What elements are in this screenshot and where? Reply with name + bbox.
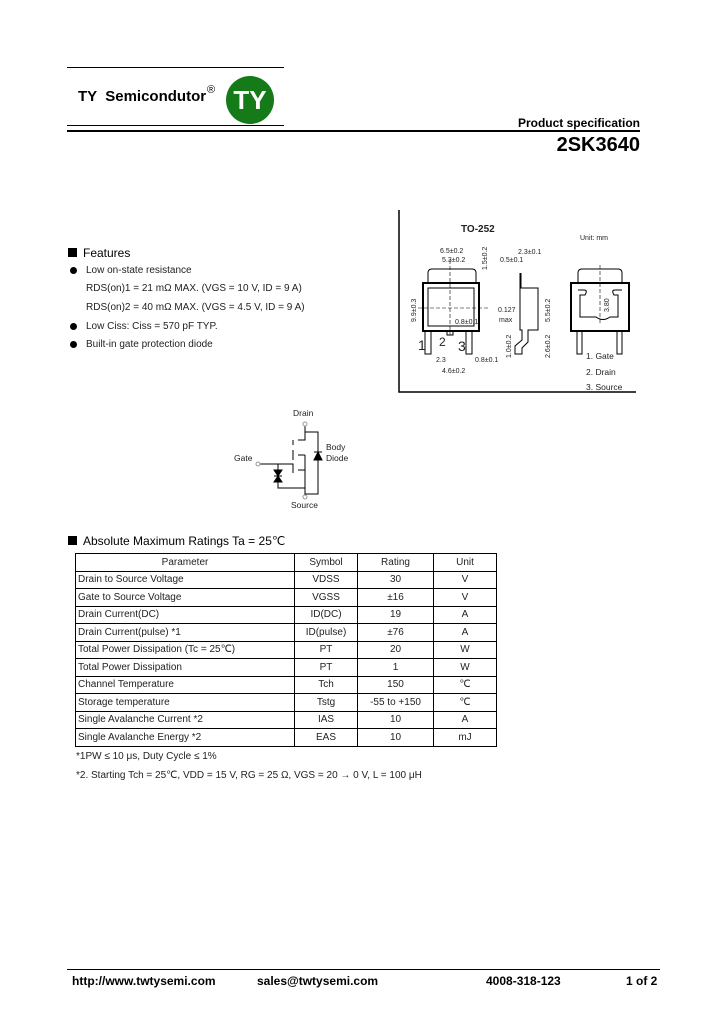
ty-logo: TY bbox=[226, 76, 274, 124]
table-row bbox=[76, 624, 497, 642]
rating-cell: 19 bbox=[358, 606, 434, 624]
dimension-label: 0.127 bbox=[498, 307, 516, 314]
parameter-cell: Drain Current(pulse) *1 bbox=[76, 624, 295, 642]
table-row bbox=[76, 676, 497, 694]
feature-item: Low on-state resistance bbox=[86, 265, 192, 276]
dimension-label: 3.80 bbox=[604, 298, 611, 312]
dimension-label: 6.5±0.2 bbox=[440, 248, 464, 255]
column-header: Parameter bbox=[76, 554, 295, 572]
pin-number: 1 bbox=[418, 337, 426, 353]
header-rule bbox=[67, 130, 640, 132]
unit-cell: A bbox=[434, 711, 497, 729]
column-header: Unit bbox=[434, 554, 497, 572]
email-link[interactable]: sales@twtysemi.com bbox=[257, 974, 379, 988]
part-number: 2SK3640 bbox=[556, 134, 640, 156]
features-title: Features bbox=[83, 246, 131, 260]
dimension-label: 2.3±0.1 bbox=[518, 249, 542, 256]
features-heading bbox=[68, 246, 130, 260]
source-label: Source bbox=[291, 500, 318, 510]
parameter-cell: Single Avalanche Current *2 bbox=[76, 711, 295, 729]
package-title: TO-252 bbox=[461, 224, 495, 235]
pin-number: 2 bbox=[439, 335, 446, 349]
bullet-icon bbox=[70, 341, 77, 348]
symbol-cell: Tstg bbox=[295, 694, 358, 712]
header-rule-top bbox=[67, 67, 284, 68]
symbol-cell: IAS bbox=[295, 711, 358, 729]
ratings-title: Absolute Maximum Ratings Ta = 25℃ bbox=[83, 534, 286, 548]
rating-cell: 150 bbox=[358, 676, 434, 694]
dimension-label: 0.8±0.1 bbox=[475, 357, 499, 364]
bullet-icon bbox=[70, 323, 77, 330]
pin-label: 3. Source bbox=[586, 382, 623, 392]
symbol-cell: PT bbox=[295, 641, 358, 659]
brand-name: TY Semicondutor bbox=[78, 88, 207, 105]
feature-item: RDS(on)1 = 21 mΩ MAX. (VGS = 10 V, ID = 9 A) bbox=[86, 283, 302, 294]
unit-cell: A bbox=[434, 606, 497, 624]
dimension-label: 5.5±0.2 bbox=[545, 298, 552, 322]
symbol-cell: Tch bbox=[295, 676, 358, 694]
feature-item: Built-in gate protection diode bbox=[86, 339, 213, 350]
rating-cell: 20 bbox=[358, 641, 434, 659]
rating-cell: ±76 bbox=[358, 624, 434, 642]
parameter-cell: Drain to Source Voltage bbox=[76, 571, 295, 589]
footer-rule bbox=[67, 969, 660, 970]
symbol-cell: EAS bbox=[295, 729, 358, 747]
table-row bbox=[76, 589, 497, 607]
unit-cell: W bbox=[434, 641, 497, 659]
parameter-cell: Total Power Dissipation bbox=[76, 659, 295, 677]
parameter-cell: Channel Temperature bbox=[76, 676, 295, 694]
table-row bbox=[76, 571, 497, 589]
unit-label: Unit: mm bbox=[580, 235, 608, 242]
parameter-cell: Single Avalanche Energy *2 bbox=[76, 729, 295, 747]
parameter-cell: Storage temperature bbox=[76, 694, 295, 712]
parameter-cell: Gate to Source Voltage bbox=[76, 589, 295, 607]
unit-cell: V bbox=[434, 589, 497, 607]
feature-item: RDS(on)2 = 40 mΩ MAX. (VGS = 4.5 V, ID = 9 A) bbox=[86, 302, 305, 313]
dimension-label: max bbox=[499, 317, 513, 324]
body-label: Body bbox=[326, 442, 346, 452]
package-drawing bbox=[398, 210, 638, 395]
rating-cell: 10 bbox=[358, 729, 434, 747]
bullet-icon bbox=[70, 267, 77, 274]
symbol-cell: VGSS bbox=[295, 589, 358, 607]
rating-cell: -55 to +150 bbox=[358, 694, 434, 712]
gate-label: Gate bbox=[234, 453, 253, 463]
ratings-heading bbox=[68, 534, 285, 548]
phone-number: 4008-318-123 bbox=[486, 974, 561, 988]
registered-mark: ® bbox=[207, 84, 216, 96]
column-header: Rating bbox=[358, 554, 434, 572]
dimension-label: 4.6±0.2 bbox=[442, 368, 466, 375]
dimension-label: 1.5±0.2 bbox=[482, 246, 489, 270]
symbol-cell: VDSS bbox=[295, 571, 358, 589]
unit-cell: W bbox=[434, 659, 497, 677]
dimension-label: 2.3 bbox=[436, 357, 446, 364]
product-specification-label: Product specification bbox=[517, 116, 640, 130]
rating-cell: 1 bbox=[358, 659, 434, 677]
dimension-label: 2.6±0.2 bbox=[545, 334, 552, 358]
unit-cell: A bbox=[434, 624, 497, 642]
unit-cell: ℃ bbox=[434, 694, 497, 712]
footnote-1: *1PW ≤ 10 μs, Duty Cycle ≤ 1% bbox=[76, 751, 217, 762]
unit-cell: mJ bbox=[434, 729, 497, 747]
parameter-cell: Total Power Dissipation (Tc = 25℃) bbox=[76, 641, 295, 659]
table-header-row bbox=[76, 554, 497, 572]
dimension-label: 0.8±0.1 bbox=[455, 319, 479, 326]
table-row bbox=[76, 641, 497, 659]
parameter-cell: Drain Current(DC) bbox=[76, 606, 295, 624]
symbol-cell: ID(DC) bbox=[295, 606, 358, 624]
pin-label: 2. Drain bbox=[586, 367, 616, 377]
header-rule-mid bbox=[67, 125, 284, 126]
symbol-cell: ID(pulse) bbox=[295, 624, 358, 642]
table-row bbox=[76, 659, 497, 677]
dimension-label: 5.3±0.2 bbox=[442, 257, 466, 264]
dimension-label: 1.0±0.2 bbox=[506, 334, 513, 358]
rating-cell: ±16 bbox=[358, 589, 434, 607]
website-link[interactable]: http://www.twtysemi.com bbox=[72, 974, 216, 988]
column-header: Symbol bbox=[295, 554, 358, 572]
symbol-cell: PT bbox=[295, 659, 358, 677]
footnote-2: *2. Starting Tch = 25℃, VDD = 15 V, RG = 25 Ω, VGS = 20 → 0 V, L = 100 μH bbox=[76, 770, 422, 781]
drain-label: Drain bbox=[293, 408, 314, 418]
dimension-label: 9.9±0.3 bbox=[411, 298, 418, 322]
unit-cell: ℃ bbox=[434, 676, 497, 694]
table-row bbox=[76, 729, 497, 747]
dimension-label: 0.5±0.1 bbox=[500, 257, 524, 264]
rating-cell: 30 bbox=[358, 571, 434, 589]
unit-cell: V bbox=[434, 571, 497, 589]
absolute-maximum-ratings-table bbox=[75, 553, 497, 747]
pin-number: 3 bbox=[458, 338, 466, 354]
feature-item: Low Ciss: Ciss = 570 pF TYP. bbox=[86, 321, 218, 332]
pin-label: 1. Gate bbox=[586, 351, 614, 361]
table-row bbox=[76, 711, 497, 729]
table-row bbox=[76, 694, 497, 712]
rating-cell: 10 bbox=[358, 711, 434, 729]
mosfet-circuit-diagram bbox=[230, 400, 370, 515]
diode-label: Diode bbox=[326, 453, 349, 463]
page-number: 1 of 2 bbox=[626, 974, 658, 988]
table-row bbox=[76, 606, 497, 624]
